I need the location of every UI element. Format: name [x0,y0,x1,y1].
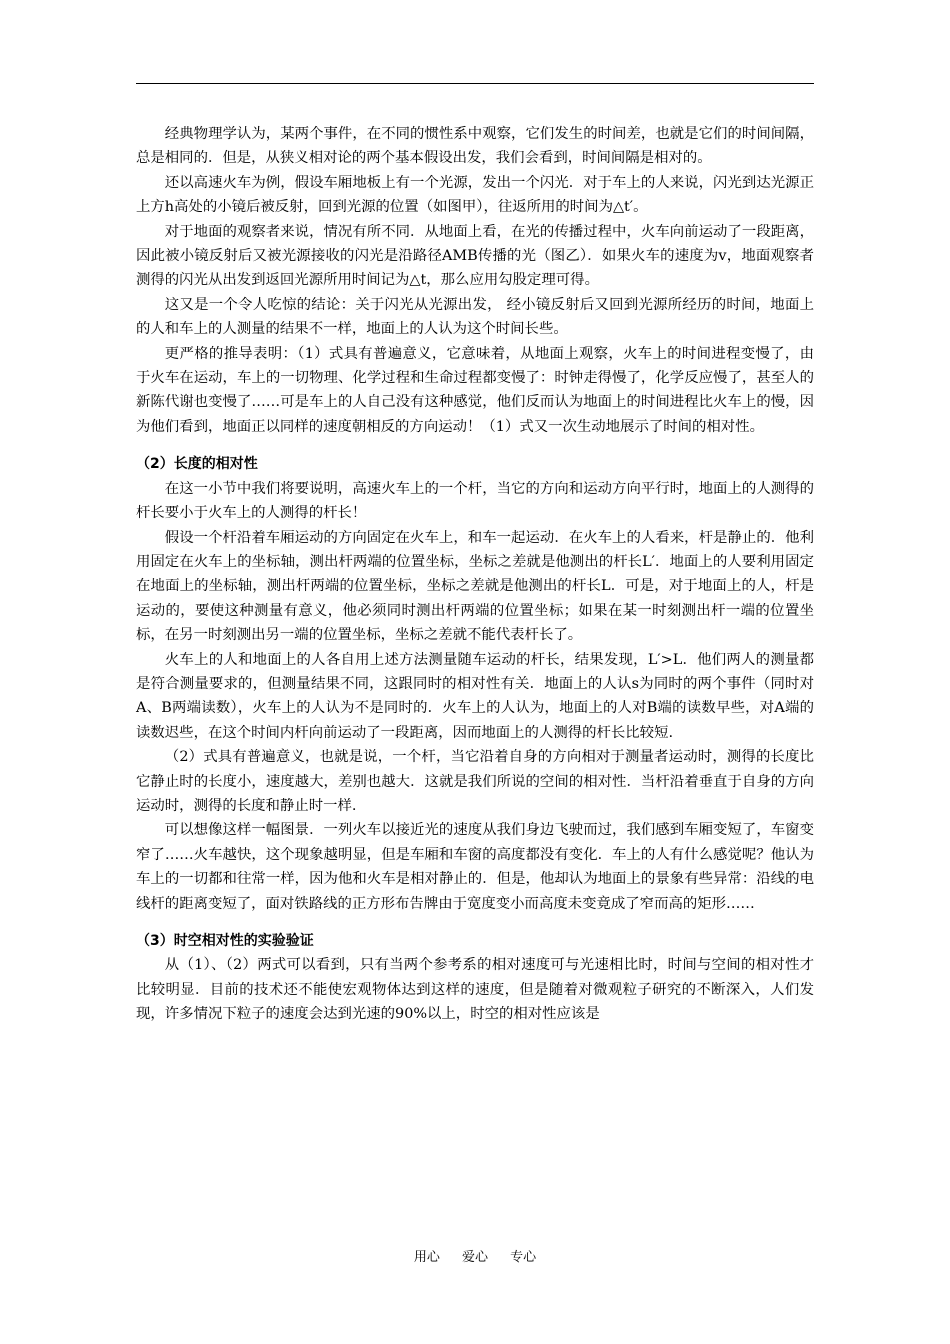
footer-text: 用心 [413,1250,440,1265]
header-rule [136,83,814,84]
document-body [136,122,814,1027]
paragraph: 在这一小节中我们将要说明，高速火车上的一个杆，当它的方向和运动方向平行时，地面上的人测得的杆长要小于火车上的人测得的杆长！ [136,480,814,522]
paragraph: 从（1）、（2）两式可以看到，只有当两个参考系的相对速度可与光速相比时，时间与空间的相对性才比较明显．目前的技术还不能使宏观物体达到这样的速度，但是随着对微观粒子研究的不断深入，人们发现，许多情况下粒子的速度会达到光速的90%以上，时空的相对性应该是 [136,957,814,1023]
paragraph: 可以想像这样一幅图景．一列火车以接近光的速度从我们身边飞驶而过，我们感到车厢变短了，车窗变窄了……火车越快，这个现象越明显，但是车厢和车窗的高度都没有变化．车上的人有什么感觉呢？他认为车上的一切都和往常一样，因为他和火车是相对静止的．但是，他却认为地面上的景象有些异常：沿线的电线杆的距离变短了，面对铁路线的正方形布告牌由于宽度变小而高度未变竟成了窄而高的矩形…… [136,822,814,912]
paragraph: 经典物理学认为，某两个事件，在不同的惯性系中观察，它们发生的时间差，也就是它们的时间间隔，总是相同的．但是，从狭义相对论的两个基本假设出发，我们会看到，时间间隔是相对的。 [136,126,814,167]
paragraph: 假设一个杆沿着车厢运动的方向固定在火车上，和车一起运动．在火车上的人看来，杆是静止的．他利用固定在火车上的坐标轴，测出杆两端的位置坐标，坐标之差就是他测出的杆长L′．地面上的人要利用固定在地面上的坐标轴，测出杆两端的位置坐标，坐标之差就是他测出的杆长L．可是，对于地面上的人，杆是运动的，要使这种测量有意义，他必须同时测出杆两端的位置坐标；如果在某一时刻测出杆一端的位置坐标，在另一时刻测出另一端的位置坐标，坐标之差就不能代表杆长了。 [136,529,814,644]
paragraph: （2）式具有普遍意义，也就是说，一个杆，当它沿着自身的方向相对于测量者运动时，测得的长度比它静止时的长度小，速度越大，差别也越大．这就是我们所说的空间的相对性．当杆沿着垂直于自身的方向运动时，测得的长度和静止时一样. [136,749,814,814]
paragraph: 还以高速火车为例，假设车厢地板上有一个光源，发出一个闪光．对于车上的人来说，闪光到达光源正上方h高处的小镜后被反射，回到光源的位置（如图甲），往返所用的时间为△t′。 [136,174,814,216]
footer-text: 爱心 [461,1250,488,1265]
paragraph: 对于地面的观察者来说，情况有所不同．从地面上看，在光的传播过程中，火车向前运动了一段距离，因此被小镜反射后又被光源接收的闪光是沿路径AMB传播的光（图乙）．如果火车的速度为v，地面观察者测得的闪光从出发到返回光源所用时间记为△t，那么应用勾股定理可得。 [136,223,814,289]
footer-text: 专心 [510,1250,537,1265]
section-heading-length-relativity: （2）长度的相对性 [136,456,258,473]
paragraph: 更严格的推导表明：（1）式具有普遍意义，它意味着，从地面上观察，火车上的时间进程变慢了，由于火车在运动，车上的一切物理、化学过程和生命过程都变慢了：时钟走得慢了，化学反应慢了，甚至人的新陈代谢也变慢了……可是车上的人自己没有这种感觉，他们反而认为地面上的时间进程比火车上的慢，因为他们看到，地面正以同样的速度朝相反的方向运动！（1）式又一次生动地展示了时间的相对性。 [136,345,814,435]
section-heading-experimental-verification: （3）时空相对性的实验验证 [136,933,314,949]
paragraph: 火车上的人和地面上的人各自用上述方法测量随车运动的杆长，结果发现，L′>L．他们两人的测量都是符合测量要求的，但测量结果不同，这跟同时的相对性有关．地面上的人认s为同时的两个事件（同时对A、B两端读数），火车上的人认为不是同时的．火车上的人认为，地面上的人对B端的读数早些，对A端的读数迟些，在这个时间内杆向前运动了一段距离，因而地面上的人测得的杆长比较短. [136,651,814,741]
paragraph: 这又是一个令人吃惊的结论：关于闪光从光源出发， 经小镜反射后又回到光源所经历的时间，地面上的人和车上的人测量的结果不一样，地面上的人认为这个时间长些。 [136,296,814,338]
page-footer [0,1249,950,1267]
